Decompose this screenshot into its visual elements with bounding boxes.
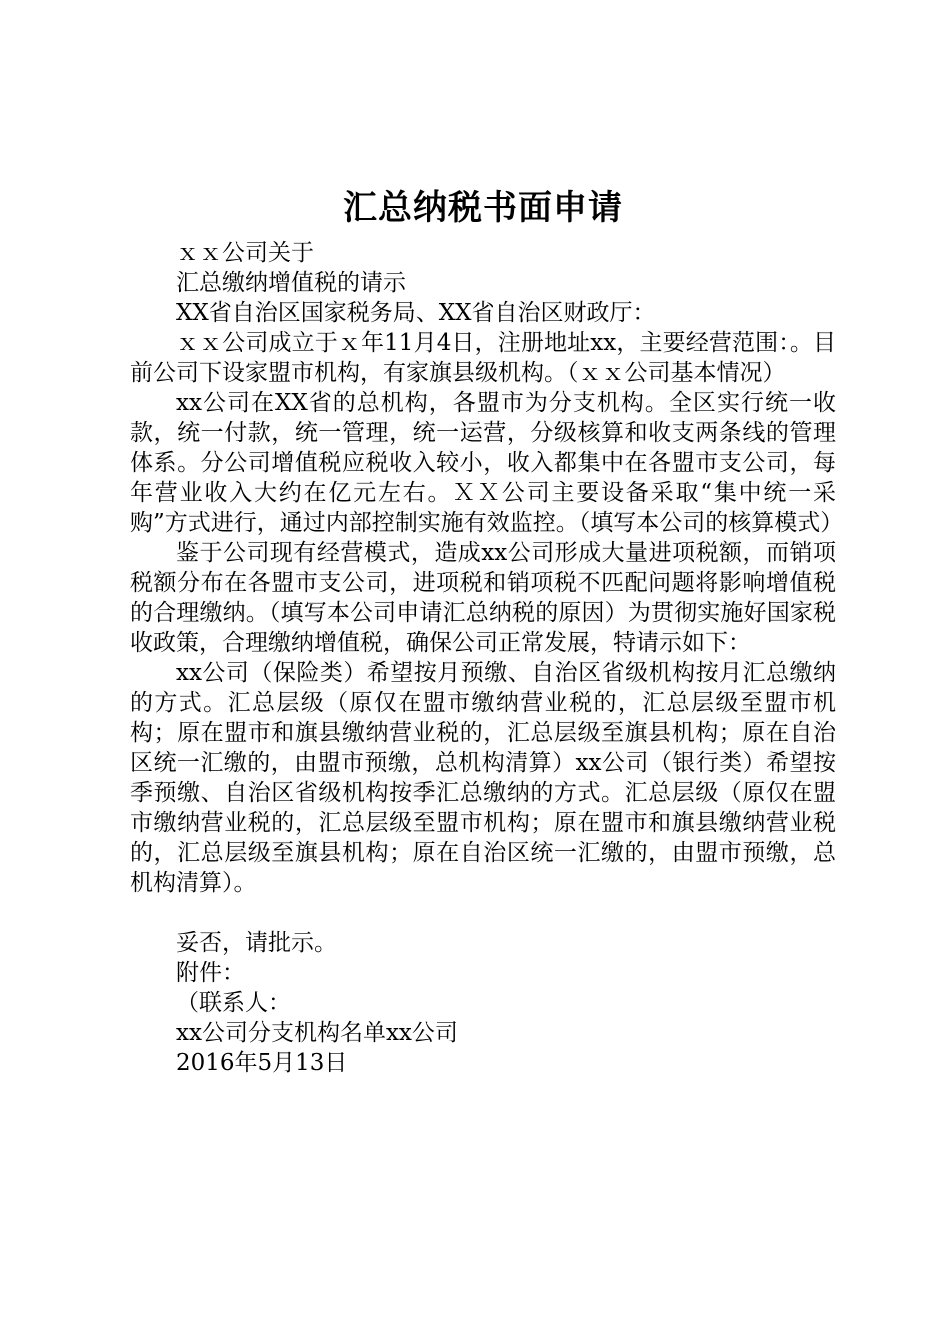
closing-line: 妥否，请批示。	[176, 930, 337, 956]
contact-label: （联系人：	[176, 990, 291, 1016]
paragraph-company-info: ｘｘ公司成立于ｘ年11月4日，注册地址xx，主要经营范围：。目前公司下设家盟市机构，有家旗县级机构。（ｘｘ公司基本情况）	[130, 330, 836, 386]
attachment-item: xx公司分支机构名单xx公司	[176, 1020, 458, 1046]
paragraph-accounting-mode: xx公司在XX省的总机构，各盟市为分支机构。全区实行统一收款，统一付款，统一管理，统一运营，分级核算和收支两条线的管理体系。分公司增值税应税收入较小，收入都集中在各盟市支公司，每年营业收入大约在亿元左右。ＸＸ公司主要设备采取“集中统一采购”方式进行，通过内部控制实施有效监控。（填写本公司的核算模式）	[130, 390, 844, 536]
paragraph-reason: 鉴于公司现有经营模式，造成xx公司形成大量进项税额，而销项税额分布在各盟市支公司，进项税和销项税不匹配问题将影响增值税的合理缴纳。（填写本公司申请汇总纳税的原因）为贯彻实施好国家税收政策，合理缴纳增值税，确保公司正常发展，特请示如下：	[130, 540, 836, 656]
spacer	[130, 898, 836, 928]
header-line-company: ｘｘ公司关于	[176, 240, 314, 266]
document-date: 2016年5月13日	[176, 1050, 348, 1076]
document-title: 汇总纳税书面申请	[343, 188, 623, 228]
document-page	[130, 180, 844, 1078]
addressee: XX省自治区国家税务局、XX省自治区财政厅：	[176, 300, 656, 326]
header-line-subject: 汇总缴纳增值税的请示	[176, 270, 406, 296]
attachment-label: 附件：	[176, 960, 245, 986]
paragraph-request: xx公司（保险类）希望按月预缴、自治区省级机构按月汇总缴纳的方式。汇总层级（原仅在盟市缴纳营业税的，汇总层级至盟市机构；原在盟市和旗县缴纳营业税的，汇总层级至旗县机构；原在自治区统一汇缴的，由盟市预缴，总机构清算）xx公司（银行类）希望按季预缴、自治区省级机构按季汇总缴纳的方式。汇总层级（原仅在盟市缴纳营业税的，汇总层级至盟市机构；原在盟市和旗县缴纳营业税的，汇总层级至旗县机构；原在自治区统一汇缴的，由盟市预缴，总机构清算）。	[130, 660, 836, 896]
